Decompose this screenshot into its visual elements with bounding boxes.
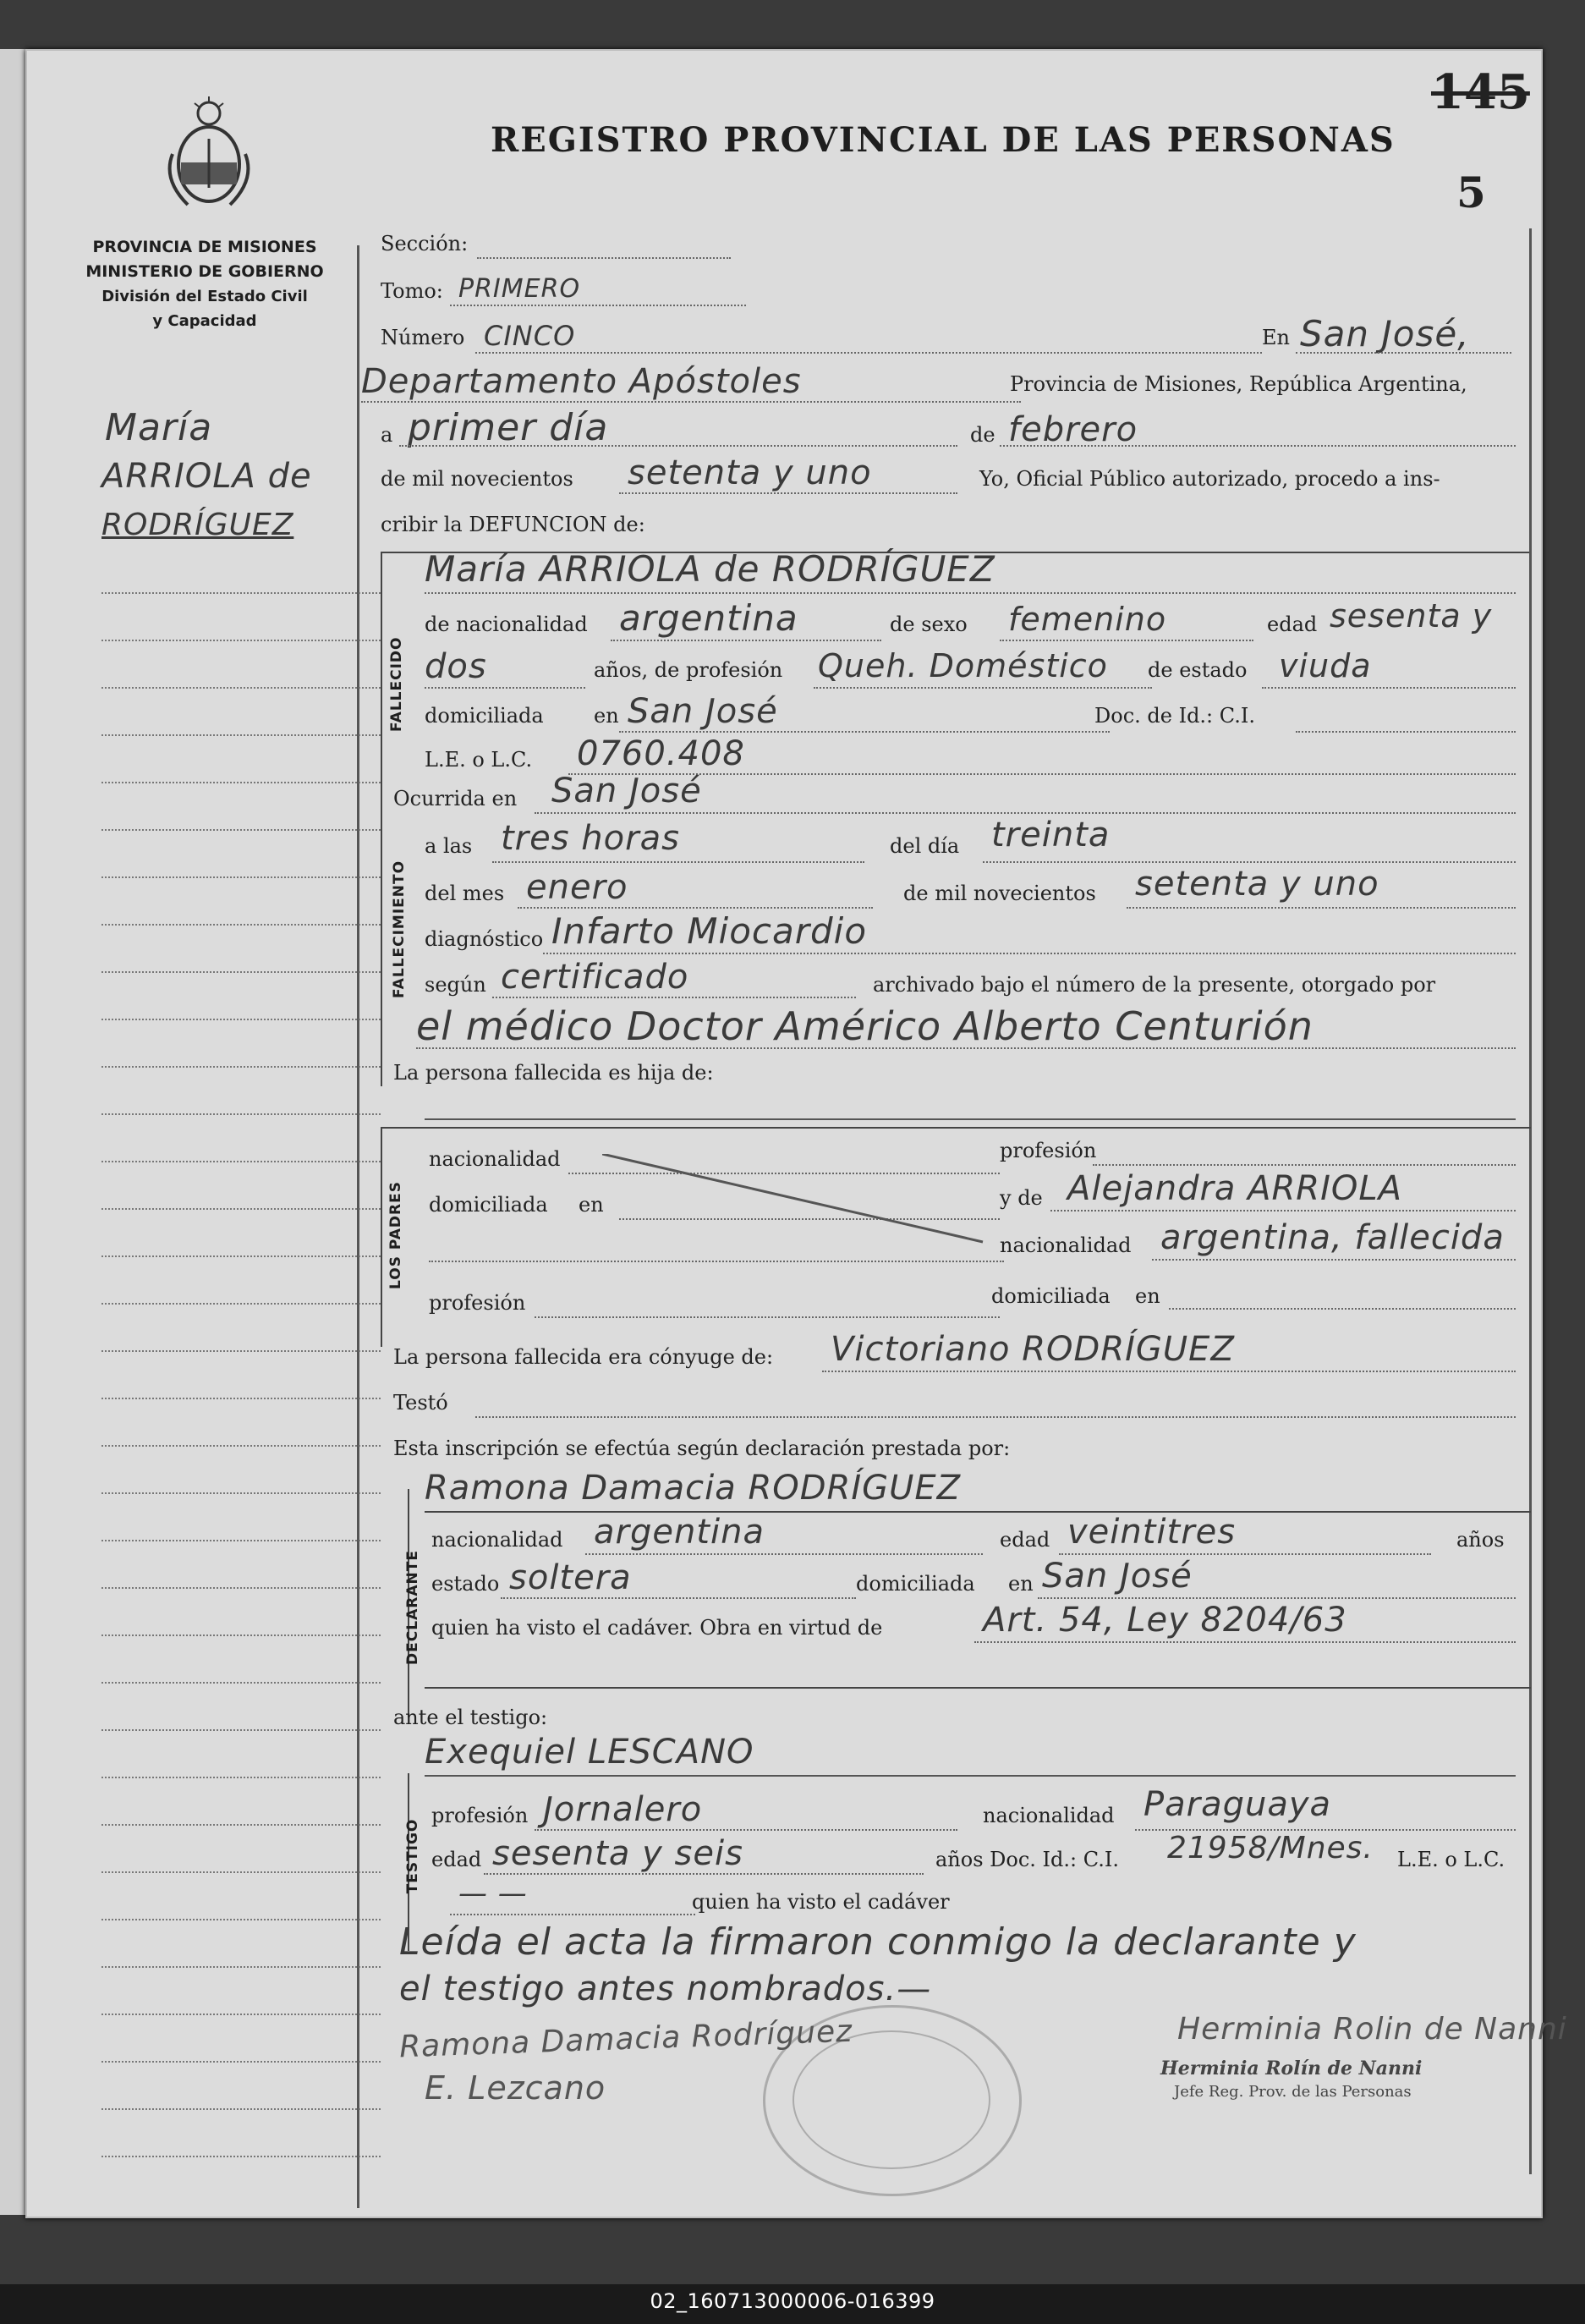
numero-label: Número (381, 326, 465, 349)
margin-note-line-2: ARRIOLA de (101, 457, 312, 496)
padre-profesion-label: profesión (429, 1291, 526, 1315)
madre-profesion-label: profesión (1000, 1139, 1097, 1162)
declarante-edad-label: edad (1000, 1528, 1050, 1552)
madre-nacionalidad-value: argentina, fallecida (1160, 1218, 1505, 1257)
testigo-profesion-label: profesión (431, 1804, 529, 1827)
declarante-domicilio-value: San José (1042, 1557, 1193, 1596)
nacionalidad-value: argentina (619, 597, 798, 639)
testigo-anios-label: años Doc. Id.: C.I. (935, 1848, 1119, 1871)
fallecimiento-section-label: FALLECIMIENTO (391, 860, 408, 998)
margin-ruled-line (101, 1634, 381, 1636)
margin-ruled-line (101, 2108, 381, 2110)
coat-of-arms-icon (162, 95, 255, 213)
anio-value-fallecimiento: setenta y uno (1135, 865, 1379, 904)
diagnostico-value: Infarto Miocardio (551, 910, 868, 952)
office-division: División del Estado Civil (101, 288, 308, 305)
declarante-cadaver-label: quien ha visto el cadáver. Obra en virtud de (431, 1616, 883, 1640)
testigo-nacionalidad-value: Paraguaya (1144, 1785, 1332, 1824)
provincia-label: Provincia de Misiones, República Argentina, (1010, 372, 1467, 396)
declarante-obra-value: Art. 54, Ley 8204/63 (983, 1601, 1347, 1640)
margin-ruled-line (101, 2014, 381, 2015)
margin-ruled-line (101, 1540, 381, 1541)
margin-ruled-line (101, 2156, 381, 2157)
margin-ruled-line (101, 1777, 381, 1778)
margin-divider (357, 245, 359, 2208)
margin-ruled-line (101, 782, 381, 783)
dia-label: del día (890, 834, 960, 858)
anio-label: de mil novecientos (381, 467, 573, 491)
dia-value: primer día (408, 406, 609, 449)
margin-ruled-line (101, 1871, 381, 1873)
nacionalidad-label: de nacionalidad (425, 613, 588, 636)
margin-note-line-1: María (105, 406, 213, 449)
edad-value-2: dos (425, 647, 487, 686)
margin-ruled-line (101, 1682, 381, 1684)
doc-label: Doc. de Id.: C.I. (1094, 704, 1256, 728)
hora-label: a las (425, 834, 473, 858)
conyuge-label: La persona fallecida era cónyuge de: (393, 1345, 774, 1369)
margin-ruled-line (101, 1066, 381, 1068)
testigo-ci-value: 21958/Mnes. (1167, 1831, 1374, 1865)
tomo-label: Tomo: (381, 279, 443, 303)
testigo-le-label: L.E. o L.C. (1397, 1848, 1505, 1871)
margin-ruled-line (101, 1208, 381, 1210)
en-label-fallecido: en (594, 704, 619, 728)
edad-value: sesenta y (1330, 597, 1493, 635)
edad-label: edad (1267, 613, 1318, 636)
closing-text-line-1: Leída el acta la firmaron conmigo la declarante y (399, 1920, 1357, 1964)
declarante-nacionalidad-label: nacionalidad (431, 1528, 563, 1552)
declarante-edad-value: veintitres (1067, 1513, 1237, 1552)
estado-value: viuda (1279, 647, 1372, 684)
signature-declarante: Ramona Damacia Rodríguez (398, 2014, 853, 2065)
declarante-domiciliada-label: domiciliada (856, 1572, 975, 1596)
padre-strike-line (602, 1154, 991, 1247)
margin-ruled-line (101, 734, 381, 736)
margin-ruled-line (101, 687, 381, 689)
dia-value: treinta (991, 816, 1111, 854)
margin-ruled-line (101, 1255, 381, 1257)
office-capacity: y Capacidad (152, 312, 257, 330)
padre-domiciliada-label: domiciliada (429, 1193, 548, 1217)
y-de-label: y de (1000, 1186, 1043, 1210)
segun-value: certificado (501, 958, 689, 997)
profesion-value: Queh. Doméstico (818, 647, 1108, 684)
margin-ruled-line (101, 876, 381, 878)
oficial-title-stamp: Jefe Reg. Prov. de las Personas (1174, 2083, 1412, 2101)
testigo-section-label: TESTIGO (404, 1818, 421, 1894)
domiciliada-label: domiciliada (425, 704, 544, 728)
seccion-label: Sección: (381, 232, 469, 255)
image-id-label: 02_160713000006-016399 (650, 2289, 935, 2313)
ante-testigo-label: ante el testigo: (393, 1706, 548, 1729)
en-label: En (1262, 326, 1290, 349)
archivado-label: archivado bajo el número de la presente, otorgado por (873, 973, 1436, 997)
margin-ruled-line (101, 1019, 381, 1020)
signature-oficial: Herminia Rolin de Nanni (1177, 2012, 1567, 2047)
anio-label-fallecimiento: de mil novecientos (903, 882, 1096, 905)
anios-profesion-label: años, de profesión (594, 658, 783, 682)
page-number-struck: 145 (1431, 64, 1530, 120)
document-title: REGISTRO PROVINCIAL DE LAS PERSONAS (491, 120, 1396, 160)
mes-value: febrero (1008, 410, 1138, 449)
margin-ruled-line (101, 971, 381, 973)
signature-testigo: E. Lezcano (425, 2069, 606, 2107)
margin-ruled-line (101, 1398, 381, 1399)
padre-en-label: en (579, 1193, 604, 1217)
madre-nombre: Alejandra ARRIOLA (1067, 1169, 1403, 1208)
office-block (61, 235, 348, 333)
madre-domiciliada-label: domiciliada (991, 1284, 1111, 1308)
margin-ruled-line (101, 1824, 381, 1826)
declarante-estado-value: soltera (509, 1558, 632, 1597)
testigo-profesion-value: Jornalero (543, 1790, 703, 1829)
testigo-edad-value: sesenta y seis (492, 1834, 743, 1873)
margin-note-line-3: RODRÍGUEZ (101, 508, 294, 542)
padres-section-label: LOS PADRES (387, 1181, 404, 1289)
testigo-cadaver-label: quien ha visto el cadáver (692, 1890, 950, 1914)
margin-ruled-line (101, 924, 381, 926)
testigo-nacionalidad-label: nacionalidad (983, 1804, 1115, 1827)
inscripcion-label: Esta inscripción se efectúa según declaración prestada por: (393, 1437, 1011, 1460)
inscribir-label: cribir la DEFUNCION de: (381, 513, 645, 536)
segun-label: según (425, 973, 486, 997)
declarante-estado-label: estado (431, 1572, 500, 1596)
estado-label: de estado (1148, 658, 1248, 682)
padre-nacionalidad-label: nacionalidad (429, 1147, 561, 1171)
medico-value: el médico Doctor Américo Alberto Centurión (416, 1003, 1314, 1049)
declarante-en-label: en (1008, 1572, 1034, 1596)
hora-value: tres horas (501, 819, 680, 858)
office-ministry: MINISTERIO DE GOBIERNO (85, 262, 324, 281)
anio-value: setenta y uno (628, 453, 872, 492)
domicilio-value: San José (628, 692, 778, 731)
margin-ruled-line (101, 1445, 381, 1447)
conyuge-value: Victoriano RODRÍGUEZ (831, 1330, 1235, 1369)
margin-ruled-line (101, 829, 381, 831)
testigo-nombre: Exequiel LESCANO (425, 1733, 754, 1772)
testo-label: Testó (393, 1391, 448, 1415)
de-label: de (970, 423, 995, 447)
margin-ruled-line (101, 1729, 381, 1731)
sexo-label: de sexo (890, 613, 968, 636)
page-number: 5 (1456, 168, 1486, 217)
margin-ruled-line (101, 1919, 381, 1920)
le-label: L.E. o L.C. (425, 748, 533, 772)
margin-ruled-line (101, 1303, 381, 1305)
declarante-nombre: Ramona Damacia RODRÍGUEZ (425, 1469, 962, 1508)
le-value: 0760.408 (577, 734, 745, 773)
a-label: a (381, 423, 393, 447)
fallecido-section-label: FALLECIDO (388, 636, 405, 732)
declarante-anios-label: años (1456, 1528, 1505, 1552)
sexo-value: femenino (1008, 601, 1167, 638)
ocurrida-label: Ocurrida en (393, 787, 518, 810)
margin-ruled-line (101, 640, 381, 641)
margin-ruled-line (101, 1350, 381, 1352)
ocurrida-value: San José (551, 772, 702, 810)
closing-text-line-2: el testigo antes nombrados.— (399, 1970, 932, 2008)
departamento-value: Departamento Apóstoles (361, 362, 802, 401)
madre-nacionalidad-label: nacionalidad (1000, 1233, 1132, 1257)
margin-ruled-line (101, 1587, 381, 1589)
mes-value: enero (526, 868, 628, 907)
margin-ruled-line (101, 592, 381, 594)
margin-ruled-line (101, 2061, 381, 2063)
testigo-edad-label: edad (431, 1848, 482, 1871)
numero-value: CINCO (484, 320, 576, 352)
official-seal-inner (792, 2030, 990, 2169)
declarante-nacionalidad-value: argentina (594, 1513, 765, 1552)
oficial-name-stamp: Herminia Rolín de Nanni (1160, 2058, 1423, 2080)
margin-ruled-line (101, 1161, 381, 1162)
diagnostico-label: diagnóstico (425, 927, 544, 951)
office-province: PROVINCIA DE MISIONES (92, 238, 317, 256)
mes-label: del mes (425, 882, 505, 905)
document-page (25, 49, 1567, 2218)
hija-label: La persona fallecida es hija de: (393, 1061, 714, 1085)
testigo-dash: — — (458, 1876, 528, 1910)
fallecido-nombre: María ARRIOLA de RODRÍGUEZ (425, 548, 995, 590)
en-value: San José, (1300, 313, 1470, 354)
margin-ruled-line (101, 1113, 381, 1115)
tomo-value: PRIMERO (458, 274, 581, 304)
margin-ruled-line (101, 1492, 381, 1494)
madre-en-label: en (1135, 1284, 1160, 1308)
margin-ruled-line (101, 1966, 381, 1968)
declarante-section-label: DECLARANTE (404, 1550, 421, 1665)
previous-page-edge (0, 49, 28, 2215)
oficial-label: Yo, Oficial Público autorizado, procedo a ins- (979, 467, 1440, 491)
